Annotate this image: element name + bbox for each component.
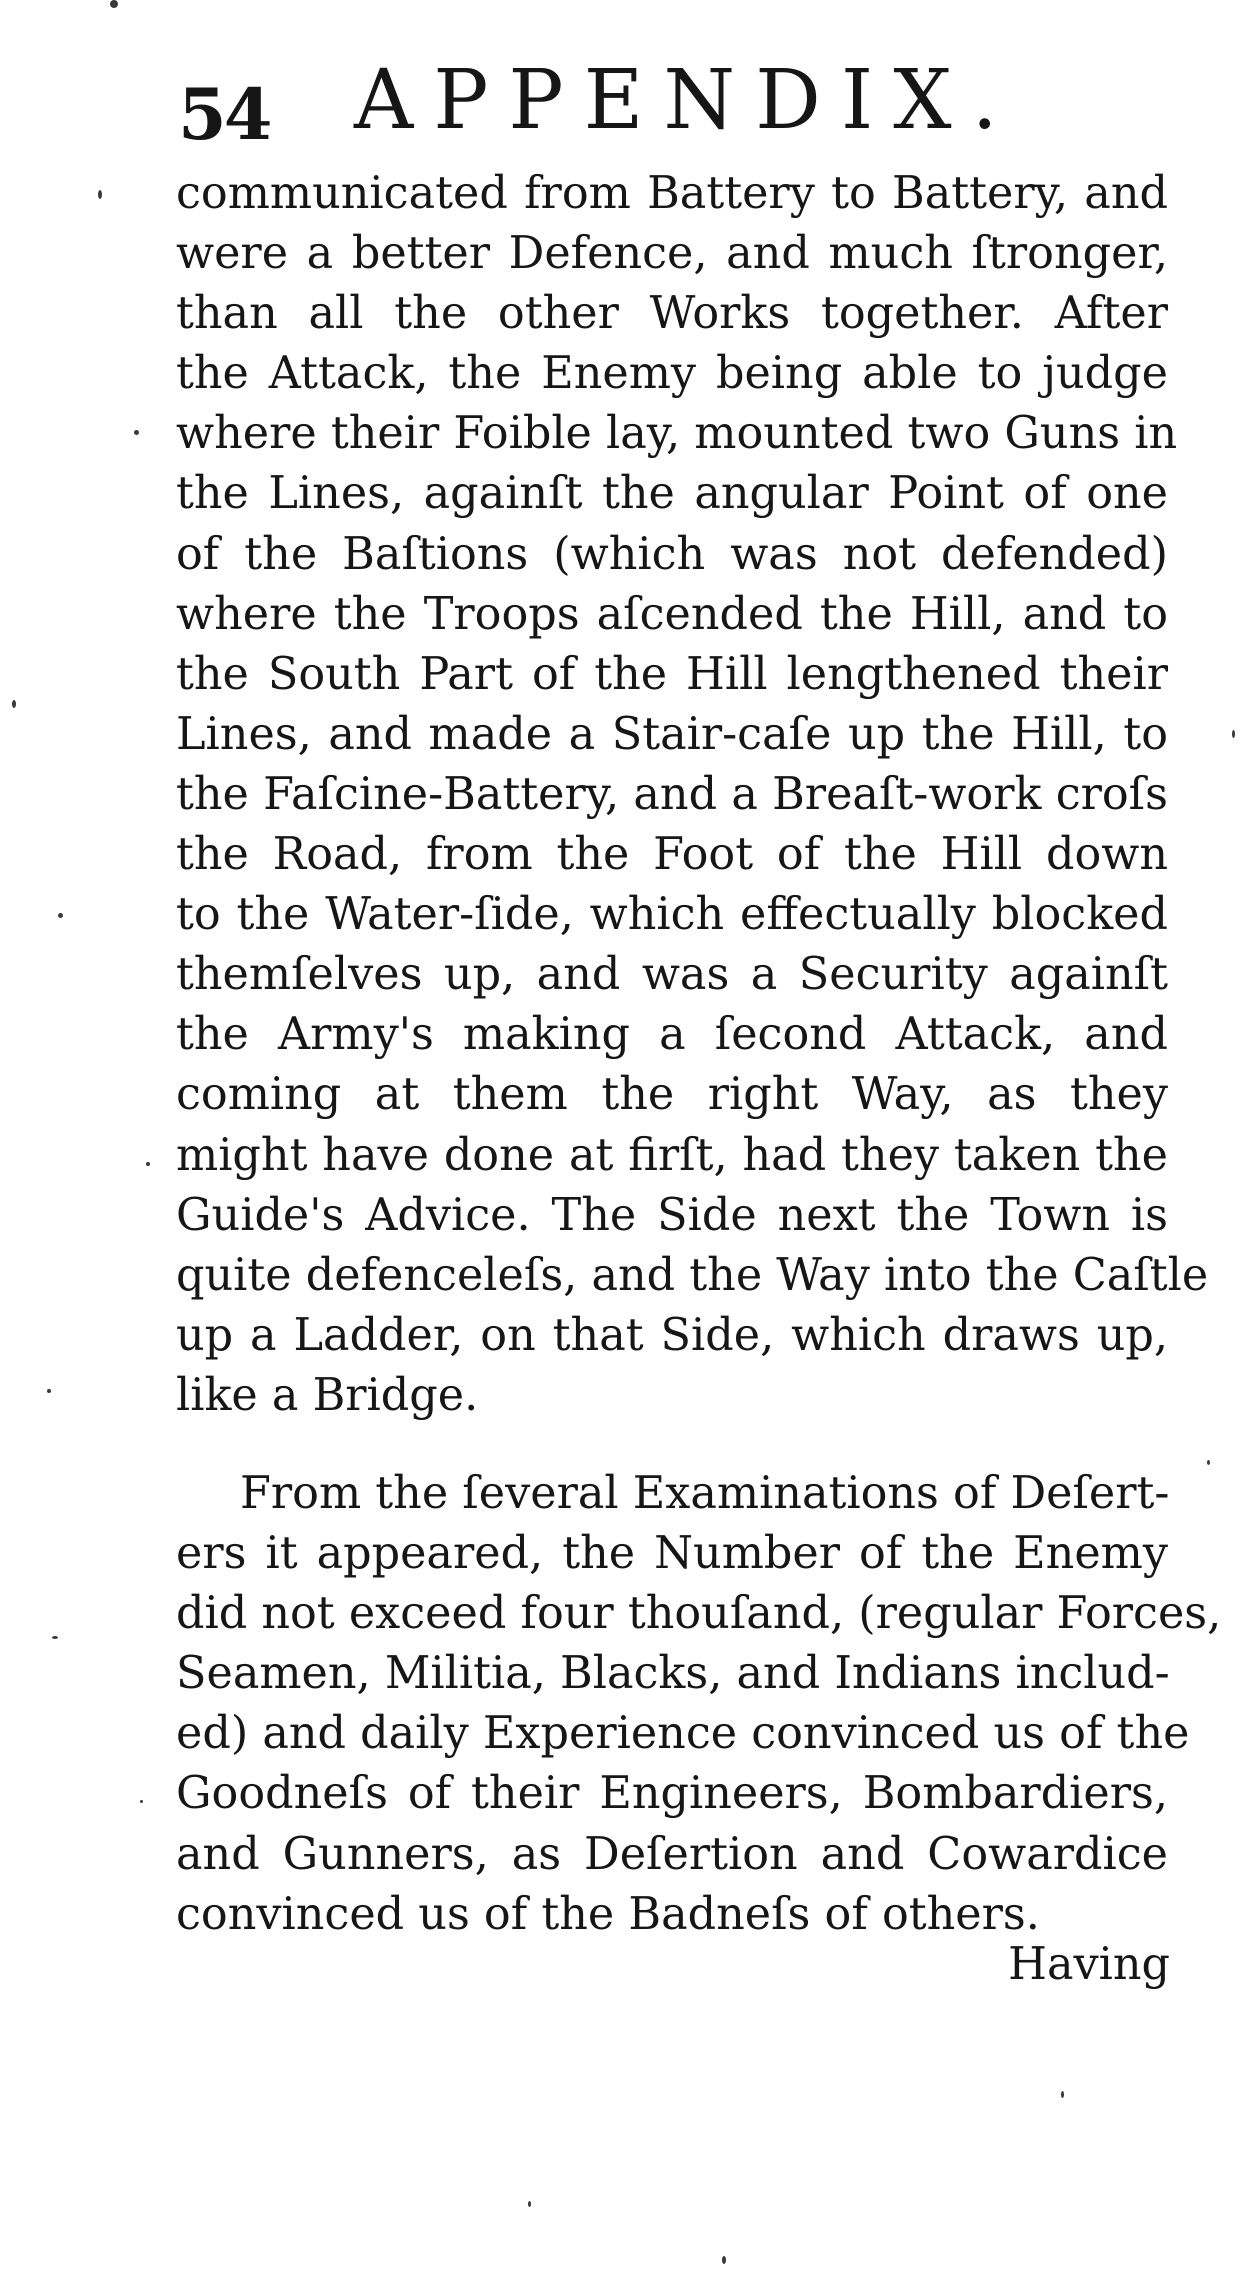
text-line: the Lines, againſt the angular Point of one xyxy=(176,468,1168,520)
text-line: themſelves up, and was a Security againſt xyxy=(176,949,1168,1001)
scan-speck xyxy=(140,1800,143,1803)
scan-speck xyxy=(1061,2091,1064,2098)
text-line: ers it appeared, the Number of the Enemy xyxy=(176,1528,1168,1580)
text-line: Guide's Advice. The Side next the Town is xyxy=(176,1189,1168,1241)
text-line: like a Bridge. xyxy=(176,1369,479,1421)
scan-speck xyxy=(47,1389,51,1393)
scan-speck xyxy=(58,913,63,918)
text-line: and Gunners, as Deſertion and Cowardice xyxy=(176,1828,1168,1880)
text-line: communicated from Battery to Battery, and xyxy=(176,168,1168,219)
text-line: might have done at firſt, had they taken the xyxy=(176,1129,1168,1181)
text-line: than all the other Works together. After xyxy=(176,288,1168,340)
text-line: the Army's making a ſecond Attack, and xyxy=(176,1009,1168,1061)
scan-speck xyxy=(12,700,16,708)
page-header xyxy=(168,50,1088,160)
text-line: the Road, from the Foot of the Hill down xyxy=(176,829,1168,881)
text-line: the Faſcine-Battery, and a Breaſt-work croſs xyxy=(176,768,1168,820)
scan-speck xyxy=(528,2201,531,2207)
catchword: Having xyxy=(1008,1939,1170,1990)
scan-speck xyxy=(98,190,102,199)
paragraph-1 xyxy=(176,164,1209,1426)
text-line: ed) and daily Experience convinced us of the xyxy=(176,1708,1190,1760)
text-line: Seamen, Militia, Blacks, and Indians includ- xyxy=(176,1648,1170,1700)
scan-speck xyxy=(146,1162,150,1166)
scan-speck xyxy=(722,2256,726,2264)
text-line: Lines, and made a Stair-caſe up the Hill, to xyxy=(176,708,1168,760)
text-line: where the Troops aſcended the Hill, and to xyxy=(176,588,1168,640)
text-line: did not exceed four thouſand, (regular Forces, xyxy=(176,1588,1222,1640)
text-line: the Attack, the Enemy being able to judge xyxy=(176,348,1168,400)
text-line: coming at them the right Way, as they xyxy=(176,1069,1168,1121)
text-line: of the Baſtions (which was not defended) xyxy=(176,528,1168,580)
paragraph-2 xyxy=(176,1464,1222,1945)
scan-speck xyxy=(110,0,118,8)
scan-speck xyxy=(134,430,139,435)
text-line: were a better Defence, and much ſtronger, xyxy=(176,228,1168,280)
text-line: to the Water-ſide, which effectually blocked xyxy=(176,889,1168,941)
scan-speck xyxy=(1207,1460,1210,1465)
text-line: where their Foible lay, mounted two Guns in xyxy=(176,408,1178,460)
scan-speck xyxy=(52,1636,58,1639)
text-line: up a Ladder, on that Side, which draws up, xyxy=(176,1309,1168,1361)
text-line: Goodneſs of their Engineers, Bombardiers, xyxy=(176,1768,1168,1820)
scan-speck xyxy=(1232,730,1235,738)
text-line: the South Part of the Hill lengthened their xyxy=(176,648,1168,700)
text-line: From the ſeveral Examinations of Deſert- xyxy=(240,1468,1170,1519)
text-line: convinced us of the Badneſs of others. xyxy=(176,1888,1040,1940)
running-head: APPENDIX. xyxy=(354,53,1018,148)
page-number: 54 xyxy=(178,73,270,156)
text-line: quite defenceleſs, and the Way into the Caſtle xyxy=(176,1249,1209,1301)
